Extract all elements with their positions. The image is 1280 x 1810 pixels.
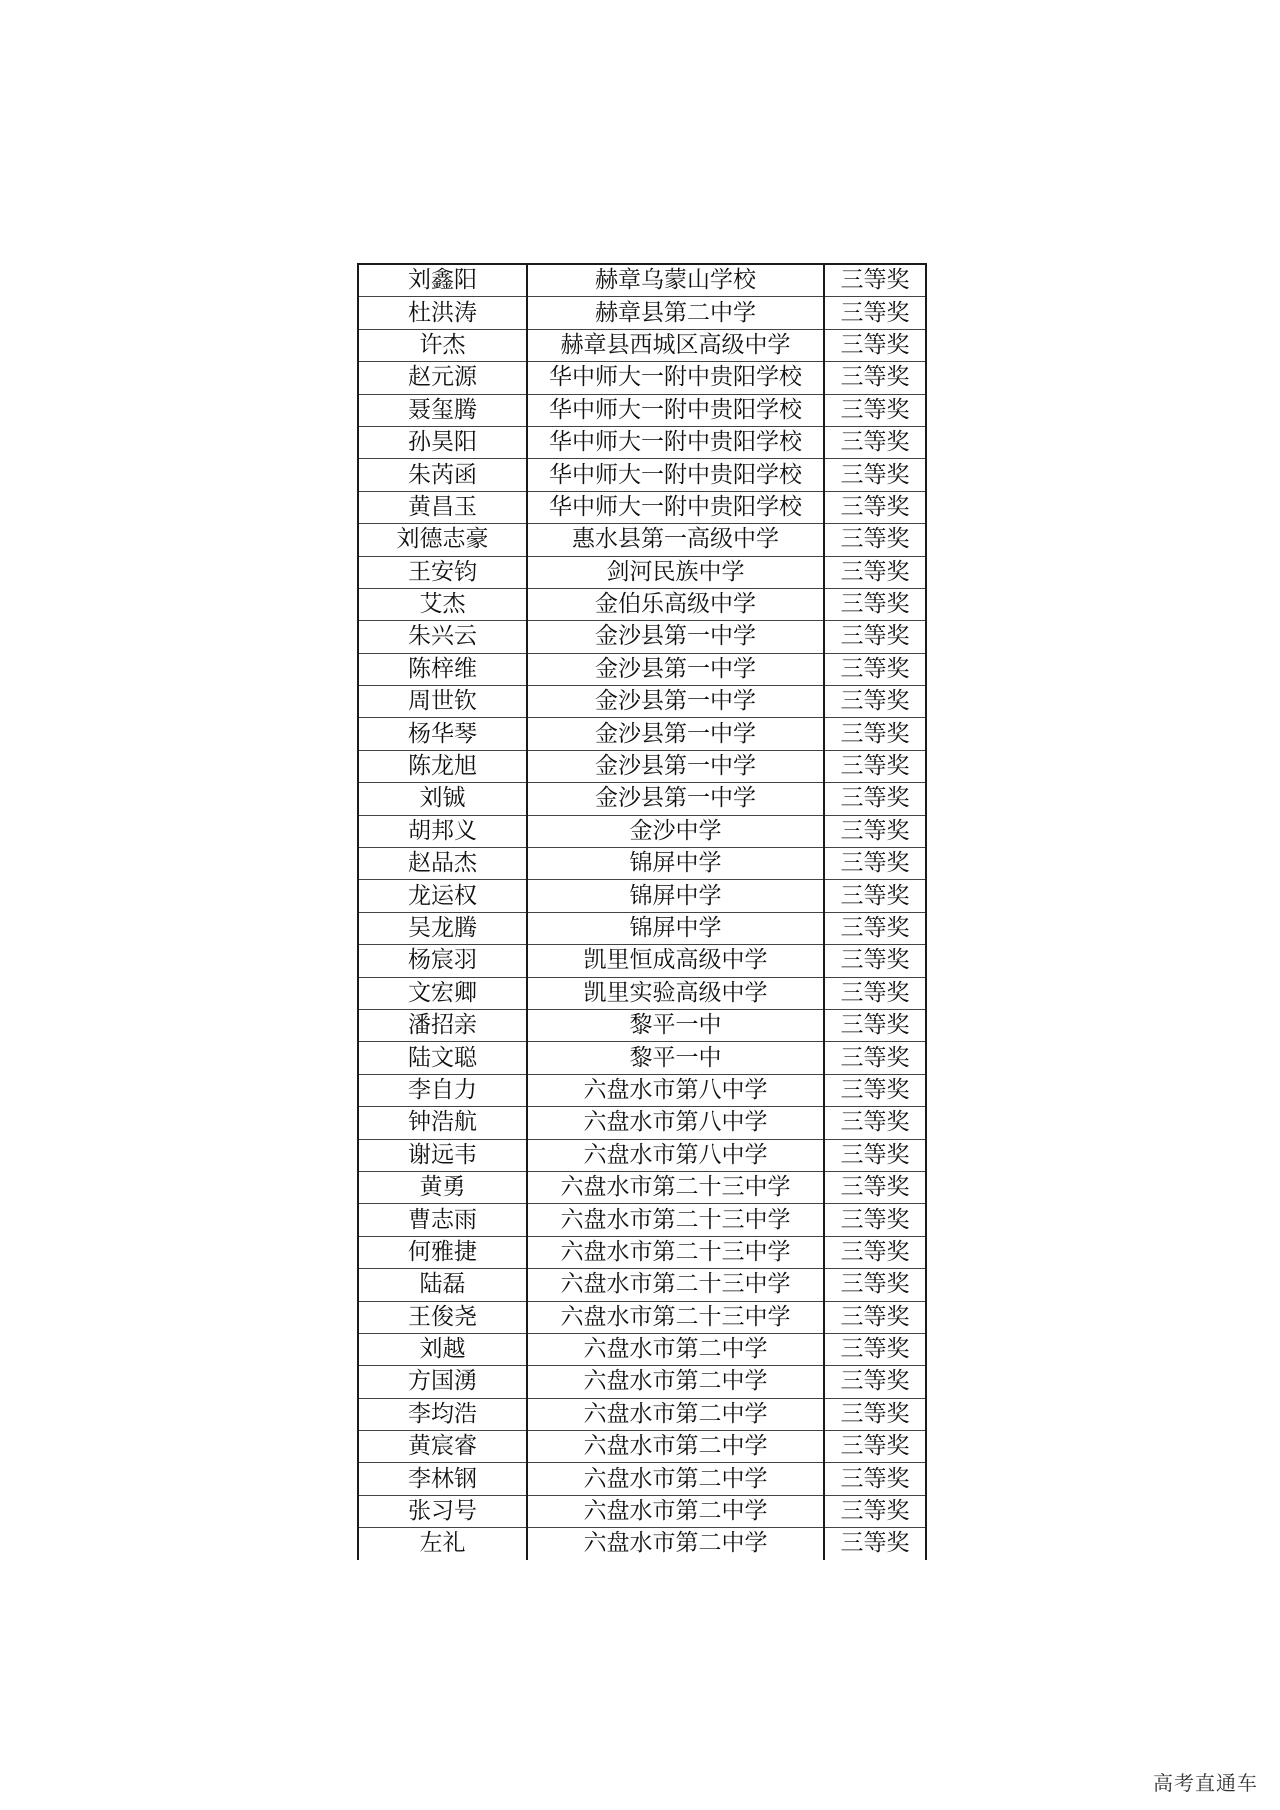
award-table-body <box>358 264 926 1560</box>
table-row <box>358 588 926 620</box>
school-name-cell: 凯里实验高级中学 <box>527 977 824 1009</box>
table-row <box>358 297 926 329</box>
school-name-cell: 黎平一中 <box>527 1009 824 1041</box>
school-name-cell: 剑河民族中学 <box>527 556 824 588</box>
table-row <box>358 524 926 556</box>
table-row <box>358 750 926 782</box>
table-row <box>358 686 926 718</box>
school-name-cell: 六盘水市第二十三中学 <box>527 1269 824 1301</box>
school-name-cell: 六盘水市第二中学 <box>527 1398 824 1430</box>
school-name-cell: 赫章县西城区高级中学 <box>527 329 824 361</box>
school-name-cell: 六盘水市第二十三中学 <box>527 1171 824 1203</box>
student-name-cell: 文宏卿 <box>358 977 527 1009</box>
school-name-cell: 惠水县第一高级中学 <box>527 524 824 556</box>
award-level-cell: 三等奖 <box>824 264 926 297</box>
student-name-cell: 刘铖 <box>358 783 527 815</box>
table-row <box>358 1366 926 1398</box>
award-level-cell: 三等奖 <box>824 718 926 750</box>
school-name-cell: 六盘水市第二中学 <box>527 1431 824 1463</box>
table-row <box>358 718 926 750</box>
award-level-cell: 三等奖 <box>824 1366 926 1398</box>
school-name-cell: 六盘水市第二中学 <box>527 1528 824 1560</box>
student-name-cell: 潘招亲 <box>358 1009 527 1041</box>
student-name-cell: 刘鑫阳 <box>358 264 527 297</box>
table-row <box>358 1398 926 1430</box>
table-row <box>358 1009 926 1041</box>
school-name-cell: 华中师大一附中贵阳学校 <box>527 362 824 394</box>
school-name-cell: 赫章县第二中学 <box>527 297 824 329</box>
student-name-cell: 赵元源 <box>358 362 527 394</box>
student-name-cell: 钟浩航 <box>358 1107 527 1139</box>
student-name-cell: 谢远韦 <box>358 1139 527 1171</box>
school-name-cell: 金伯乐高级中学 <box>527 588 824 620</box>
student-name-cell: 许杰 <box>358 329 527 361</box>
school-name-cell: 金沙县第一中学 <box>527 653 824 685</box>
student-name-cell: 杜洪涛 <box>358 297 527 329</box>
school-name-cell: 六盘水市第二中学 <box>527 1366 824 1398</box>
school-name-cell: 华中师大一附中贵阳学校 <box>527 394 824 426</box>
award-level-cell: 三等奖 <box>824 912 926 944</box>
award-level-cell: 三等奖 <box>824 1431 926 1463</box>
school-name-cell: 凯里恒成高级中学 <box>527 945 824 977</box>
award-level-cell: 三等奖 <box>824 362 926 394</box>
award-level-cell: 三等奖 <box>824 1301 926 1333</box>
award-level-cell: 三等奖 <box>824 977 926 1009</box>
award-level-cell: 三等奖 <box>824 1139 926 1171</box>
school-name-cell: 金沙县第一中学 <box>527 686 824 718</box>
award-level-cell: 三等奖 <box>824 524 926 556</box>
table-row <box>358 1171 926 1203</box>
table-row <box>358 977 926 1009</box>
student-name-cell: 李均浩 <box>358 1398 527 1430</box>
school-name-cell: 六盘水市第八中学 <box>527 1074 824 1106</box>
award-level-cell: 三等奖 <box>824 621 926 653</box>
table-row <box>358 621 926 653</box>
school-name-cell: 华中师大一附中贵阳学校 <box>527 426 824 458</box>
student-name-cell: 陈龙旭 <box>358 750 527 782</box>
school-name-cell: 锦屏中学 <box>527 848 824 880</box>
table-row <box>358 815 926 847</box>
school-name-cell: 六盘水市第八中学 <box>527 1139 824 1171</box>
award-level-cell: 三等奖 <box>824 945 926 977</box>
award-level-cell: 三等奖 <box>824 1398 926 1430</box>
school-name-cell: 黎平一中 <box>527 1042 824 1074</box>
award-level-cell: 三等奖 <box>824 1463 926 1495</box>
table-row <box>358 1107 926 1139</box>
table-row <box>358 1528 926 1560</box>
school-name-cell: 金沙县第一中学 <box>527 621 824 653</box>
award-list-sheet <box>357 263 925 1560</box>
table-row <box>358 1333 926 1365</box>
student-name-cell: 李林钢 <box>358 1463 527 1495</box>
school-name-cell: 金沙县第一中学 <box>527 750 824 782</box>
table-row <box>358 1269 926 1301</box>
student-name-cell: 黄昌玉 <box>358 491 527 523</box>
table-row <box>358 329 926 361</box>
award-level-cell: 三等奖 <box>824 297 926 329</box>
school-name-cell: 赫章乌蒙山学校 <box>527 264 824 297</box>
school-name-cell: 金沙中学 <box>527 815 824 847</box>
table-row <box>358 1463 926 1495</box>
table-row <box>358 653 926 685</box>
award-level-cell: 三等奖 <box>824 1269 926 1301</box>
award-level-cell: 三等奖 <box>824 556 926 588</box>
table-row <box>358 394 926 426</box>
student-name-cell: 何雅捷 <box>358 1236 527 1268</box>
table-row <box>358 491 926 523</box>
award-level-cell: 三等奖 <box>824 588 926 620</box>
table-row <box>358 264 926 297</box>
student-name-cell: 左礼 <box>358 1528 527 1560</box>
table-row <box>358 556 926 588</box>
school-name-cell: 锦屏中学 <box>527 912 824 944</box>
student-name-cell: 朱芮函 <box>358 459 527 491</box>
school-name-cell: 六盘水市第二十三中学 <box>527 1236 824 1268</box>
award-level-cell: 三等奖 <box>824 1107 926 1139</box>
award-level-cell: 三等奖 <box>824 750 926 782</box>
student-name-cell: 吴龙腾 <box>358 912 527 944</box>
table-row <box>358 362 926 394</box>
student-name-cell: 孙昊阳 <box>358 426 527 458</box>
award-level-cell: 三等奖 <box>824 686 926 718</box>
student-name-cell: 周世钦 <box>358 686 527 718</box>
student-name-cell: 黄勇 <box>358 1171 527 1203</box>
table-row <box>358 1042 926 1074</box>
school-name-cell: 六盘水市第二十三中学 <box>527 1301 824 1333</box>
student-name-cell: 陈梓维 <box>358 653 527 685</box>
school-name-cell: 六盘水市第二中学 <box>527 1495 824 1527</box>
school-name-cell: 华中师大一附中贵阳学校 <box>527 491 824 523</box>
table-row <box>358 426 926 458</box>
award-level-cell: 三等奖 <box>824 1171 926 1203</box>
table-row <box>358 1204 926 1236</box>
table-row <box>358 1495 926 1527</box>
school-name-cell: 六盘水市第二中学 <box>527 1463 824 1495</box>
school-name-cell: 六盘水市第二中学 <box>527 1333 824 1365</box>
student-name-cell: 张习号 <box>358 1495 527 1527</box>
table-row <box>358 1139 926 1171</box>
award-level-cell: 三等奖 <box>824 815 926 847</box>
award-level-cell: 三等奖 <box>824 1528 926 1560</box>
table-row <box>358 1301 926 1333</box>
table-row <box>358 459 926 491</box>
award-level-cell: 三等奖 <box>824 426 926 458</box>
award-level-cell: 三等奖 <box>824 1042 926 1074</box>
award-level-cell: 三等奖 <box>824 1074 926 1106</box>
table-row <box>358 848 926 880</box>
table-row <box>358 783 926 815</box>
table-row <box>358 912 926 944</box>
table-row <box>358 1074 926 1106</box>
table-row <box>358 1431 926 1463</box>
student-name-cell: 朱兴云 <box>358 621 527 653</box>
award-level-cell: 三等奖 <box>824 459 926 491</box>
table-row <box>358 945 926 977</box>
student-name-cell: 赵品杰 <box>358 848 527 880</box>
award-level-cell: 三等奖 <box>824 1236 926 1268</box>
table-row <box>358 1236 926 1268</box>
award-level-cell: 三等奖 <box>824 848 926 880</box>
award-level-cell: 三等奖 <box>824 1204 926 1236</box>
student-name-cell: 陆文聪 <box>358 1042 527 1074</box>
school-name-cell: 金沙县第一中学 <box>527 718 824 750</box>
award-level-cell: 三等奖 <box>824 783 926 815</box>
watermark-text: 高考直通车 <box>1153 1771 1258 1795</box>
student-name-cell: 艾杰 <box>358 588 527 620</box>
student-name-cell: 杨宸羽 <box>358 945 527 977</box>
award-level-cell: 三等奖 <box>824 1333 926 1365</box>
award-level-cell: 三等奖 <box>824 880 926 912</box>
student-name-cell: 刘德志豪 <box>358 524 527 556</box>
student-name-cell: 王俊尧 <box>358 1301 527 1333</box>
school-name-cell: 六盘水市第二十三中学 <box>527 1204 824 1236</box>
student-name-cell: 陆磊 <box>358 1269 527 1301</box>
award-level-cell: 三等奖 <box>824 1009 926 1041</box>
award-level-cell: 三等奖 <box>824 329 926 361</box>
student-name-cell: 杨华琴 <box>358 718 527 750</box>
table-row <box>358 880 926 912</box>
school-name-cell: 华中师大一附中贵阳学校 <box>527 459 824 491</box>
award-level-cell: 三等奖 <box>824 1495 926 1527</box>
award-level-cell: 三等奖 <box>824 491 926 523</box>
award-table <box>357 263 927 1560</box>
student-name-cell: 胡邦义 <box>358 815 527 847</box>
student-name-cell: 刘越 <box>358 1333 527 1365</box>
school-name-cell: 金沙县第一中学 <box>527 783 824 815</box>
student-name-cell: 曹志雨 <box>358 1204 527 1236</box>
award-level-cell: 三等奖 <box>824 653 926 685</box>
student-name-cell: 方国湧 <box>358 1366 527 1398</box>
student-name-cell: 王安钧 <box>358 556 527 588</box>
student-name-cell: 聂玺腾 <box>358 394 527 426</box>
student-name-cell: 李自力 <box>358 1074 527 1106</box>
school-name-cell: 六盘水市第八中学 <box>527 1107 824 1139</box>
student-name-cell: 黄宸睿 <box>358 1431 527 1463</box>
school-name-cell: 锦屏中学 <box>527 880 824 912</box>
award-level-cell: 三等奖 <box>824 394 926 426</box>
student-name-cell: 龙运权 <box>358 880 527 912</box>
